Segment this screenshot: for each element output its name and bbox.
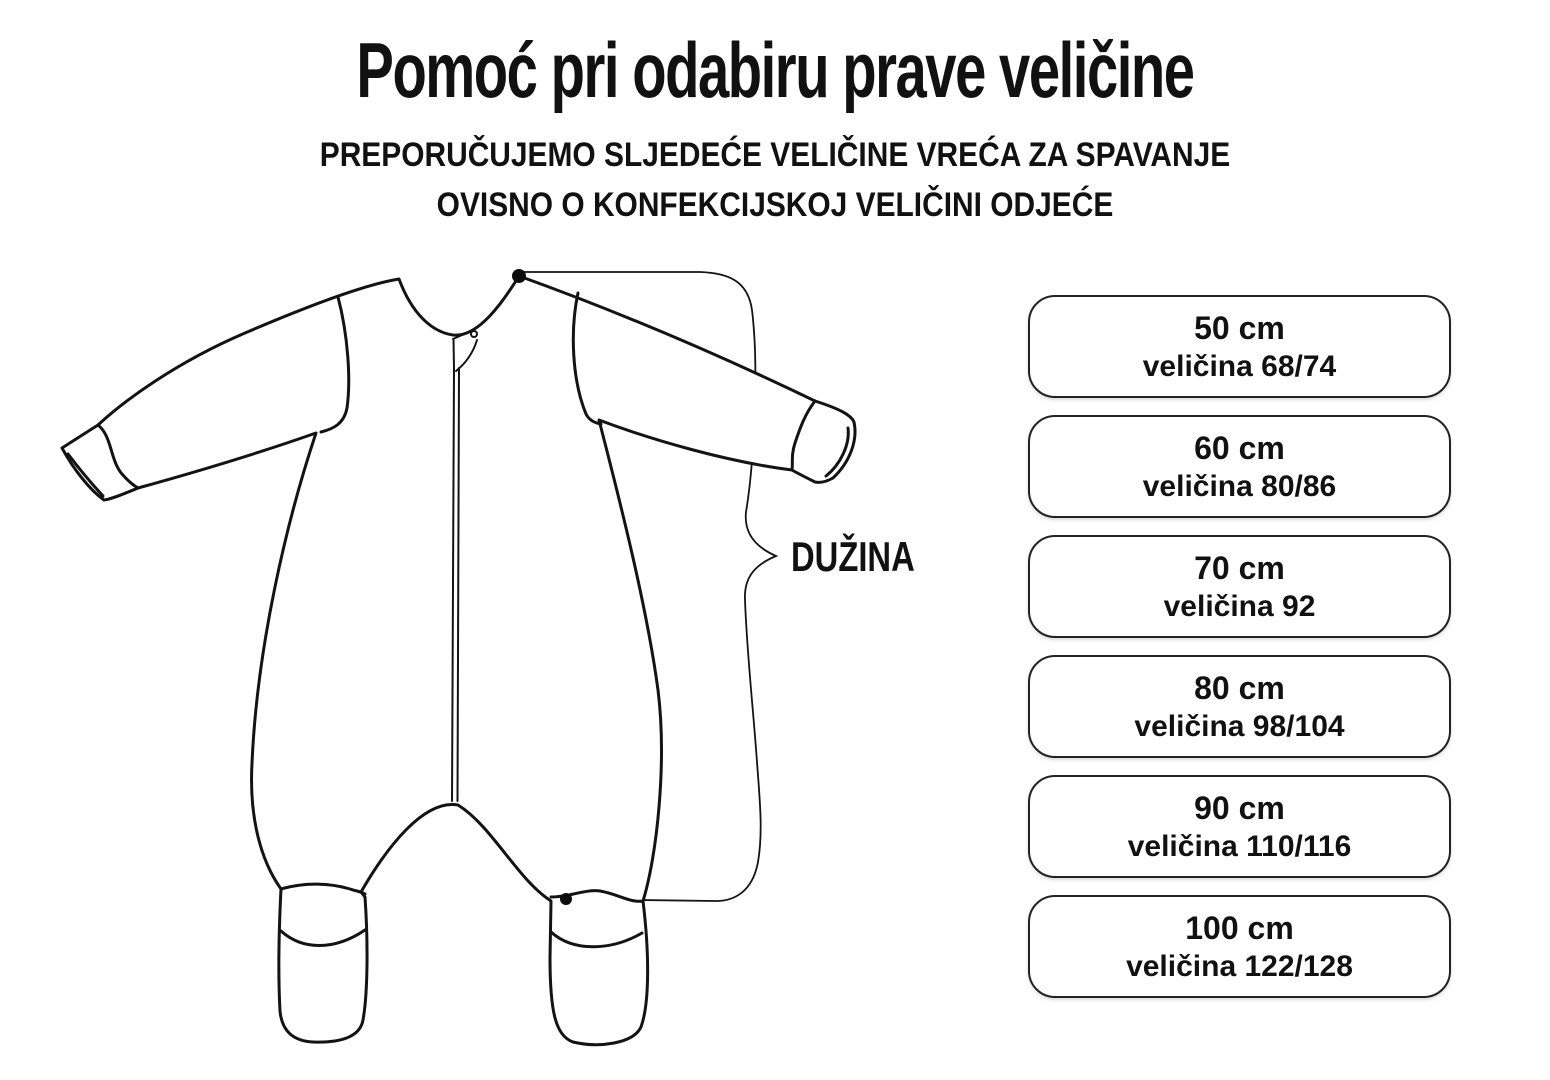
size-box-length: 80 cm [1194, 669, 1285, 706]
foot-measure-dot [560, 893, 572, 905]
size-box-label: veličina 80/86 [1142, 469, 1337, 503]
size-box-70 [1028, 535, 1451, 638]
size-box-length: 50 cm [1194, 309, 1285, 346]
size-box-label: veličina 98/104 [1134, 709, 1345, 743]
size-box-length: 100 cm [1185, 909, 1294, 946]
size-box-60 [1028, 415, 1451, 518]
size-box-length: 90 cm [1194, 789, 1285, 826]
size-box-100 [1028, 895, 1451, 998]
size-box-length: 60 cm [1194, 429, 1285, 466]
size-list [1028, 295, 1451, 1015]
size-box-label: veličina 68/74 [1142, 349, 1337, 383]
subtitle-line-1: PREPORUČUJEMO SLJEDEĆE VELIČINE VREĆA ZA SPAVANJE [319, 136, 1231, 174]
size-box-50 [1028, 295, 1451, 398]
neck-measure-dot [512, 269, 526, 283]
page-title: Pomoć pri odabiru prave veličine [356, 26, 1194, 114]
size-box-80 [1028, 655, 1451, 758]
subtitle-line-2: OVISNO O KONFEKCIJSKOJ VELIČINI ODJEĆE [436, 186, 1114, 224]
size-box-length: 70 cm [1194, 549, 1285, 586]
size-box-90 [1028, 775, 1451, 878]
size-box-label: veličina 92 [1163, 589, 1316, 623]
size-box-label: veličina 110/116 [1127, 829, 1352, 863]
size-box-label: veličina 122/128 [1126, 949, 1353, 983]
length-label: DUŽINA [791, 533, 915, 580]
